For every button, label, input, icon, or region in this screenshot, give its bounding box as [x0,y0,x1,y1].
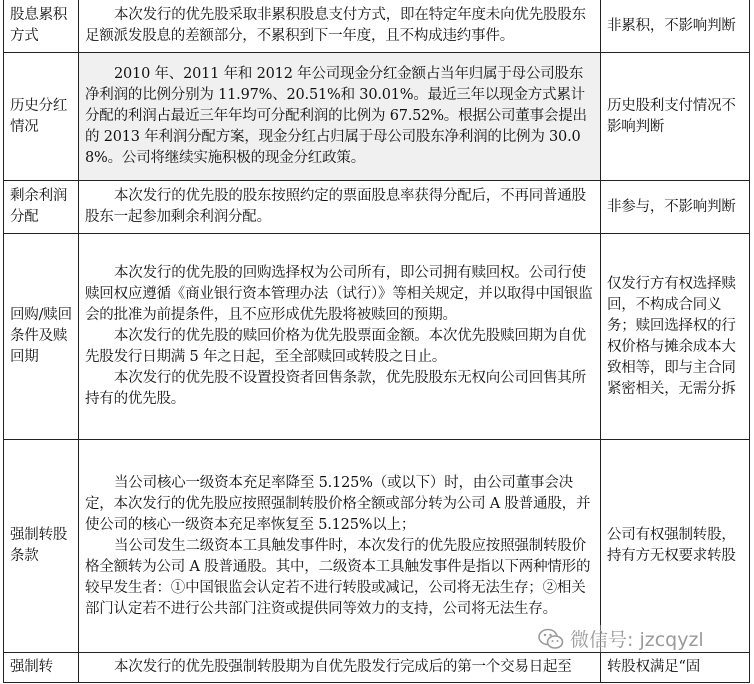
table-row [4,234,750,440]
row-content [79,440,601,653]
row-note: 转股权满足“固 [601,653,750,683]
row-content [79,53,601,181]
row-note: 公司有权强制转股，持有方无权要求转股 [601,440,750,653]
row-content [79,234,601,440]
content-paragraph: 2010 年、2011 年和 2012 年公司现金分红金额占当年归属于母公司股东净利润的比例分别为 11.97%、20.51%和 30.01%。最近三年以现金方式累计分配的利润占最近三年年均可分配利润的比例为 67.52%。根据公司董事会提出的 2013 年利润分配方案，现金分红占归属于母公司股东净利润的比例为 30.08%。公司将继续实施积极的现金分红政策。 [85,66,587,166]
content-paragraph: 当公司核心一级资本充足率降至 5.125%（或以下）时，由公司董事会决定，本次发行的优先股应按照强制转股价格全额或部分转为公司 A 股普通股，并使公司的核心一级资本充足率恢复至 5.125%以上； [85,474,591,533]
row-label: 强制转股条款 [4,440,79,653]
row-content [79,0,601,53]
row-note: 历史股利支付情况不影响判断 [601,53,750,181]
row-note: 非累积，不影响判断 [601,0,750,53]
row-content [79,181,601,234]
row-label: 回购/赎回条件及赎回期 [4,234,79,440]
offering-terms-table [3,0,750,683]
table-row [4,440,750,653]
row-label: 历史分红情况 [4,53,79,181]
table-row [4,0,750,53]
row-label: 强制转 [4,653,79,683]
row-note: 非参与，不影响判断 [601,181,750,234]
content-paragraph: 当公司发生二级资本工具触发事件时，本次发行的优先股应按照强制转股价格全额转为公司 A 股普通股。其中，二级资本工具触发事件是指以下两种情形的较早发生者：①中国银监会认定若不进行转股或减记，公司将无法生存；②相关部门认定若不进行公共部门注资或提供同等效力的支持，公司将无法生存。 [85,537,591,617]
row-label: 股息累积方式 [4,0,79,53]
content-paragraph: 本次发行的优先股的股东按照约定的票面股息率获得分配后，不再同普通股股东一起参加剩余利润分配。 [85,188,586,225]
content-paragraph: 本次发行的优先股采取非累积股息支付方式，即在特定年度未向优先股股东足额派发股息的差额部分，不累积到下一年度，且不构成违约事件。 [85,7,586,44]
row-label: 剩余利润分配 [4,181,79,234]
watermark-text: 微信号: jzcqyzl [570,629,704,651]
table-row [4,53,750,181]
wechat-icon [538,628,564,650]
content-paragraph: 本次发行的优先股的赎回价格为优先股票面金额。本次优先股赎回期为自优先股发行日期满 5 年之日起，至全部赎回或转股之日止。 [85,328,586,365]
table-row [4,653,750,683]
row-note: 仅发行方有权选择赎回，不构成合同义务；赎回选择权的行权价格与摊余成本大致相等，即与主合同紧密相关，无需分拆 [601,234,750,440]
content-paragraph: 本次发行的优先股的回购选择权为公司所有，即公司拥有赎回权。公司行使赎回权应遵循《商业银行资本管理办法（试行）》等相关规定，并以取得中国银监会的批准为前提条件，且不应形成优先股将被赎回的预期。 [85,265,593,323]
table-row [4,181,750,234]
wechat-watermark [538,625,704,652]
content-paragraph: 本次发行的优先股强制转股期为自优先股发行完成后的第一个交易日起至 [114,659,572,675]
row-content [79,653,601,683]
content-paragraph: 本次发行的优先股不设置投资者回售条款，优先股股东无权向公司回售其所持有的优先股。 [85,370,586,407]
